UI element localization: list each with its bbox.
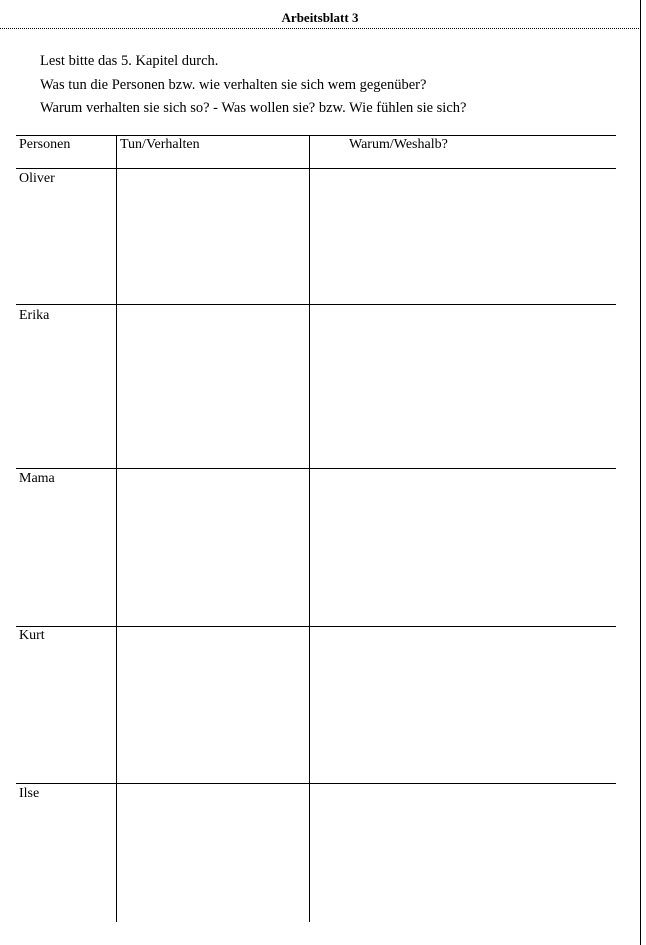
row-divider	[16, 783, 616, 784]
instruction-line: Warum verhalten sie sich so? - Was wollen sie? bzw. Wie fühlen sie sich?	[40, 100, 467, 116]
row-label-mama: Mama	[19, 471, 55, 486]
table-header-rule	[16, 168, 616, 169]
instruction-line: Lest bitte das 5. Kapitel durch.	[40, 53, 219, 69]
column-header-warum-weshalb: Warum/Weshalb?	[349, 137, 448, 152]
column-divider	[309, 135, 310, 922]
column-divider	[116, 135, 117, 922]
row-label-oliver: Oliver	[19, 171, 55, 186]
row-divider	[16, 468, 616, 469]
row-label-erika: Erika	[19, 308, 50, 323]
table-top-rule	[16, 135, 616, 136]
column-header-personen: Personen	[19, 137, 71, 152]
instruction-line: Was tun die Personen bzw. wie verhalten sie sich wem gegenüber?	[40, 76, 427, 93]
worksheet-title: Arbeitsblatt 3	[281, 10, 359, 25]
column-header-tun-verhalten: Tun/Verhalten	[120, 137, 200, 152]
row-divider	[16, 626, 616, 627]
row-label-kurt: Kurt	[19, 628, 45, 643]
row-label-ilse: Ilse	[19, 786, 40, 801]
row-divider	[16, 304, 616, 305]
